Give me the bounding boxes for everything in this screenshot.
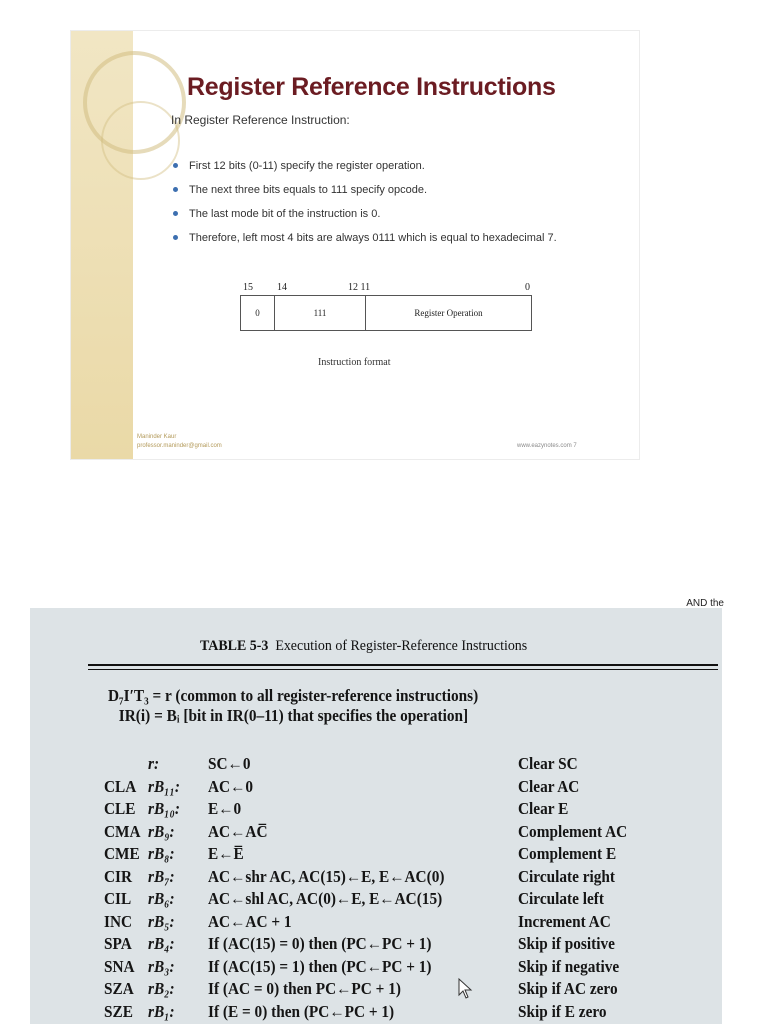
slide xyxy=(70,30,640,460)
instruction-mnemonic: SZE xyxy=(104,1001,133,1021)
table-row xyxy=(104,844,724,867)
table-row xyxy=(104,1002,724,1024)
instruction-operation: AC←0 xyxy=(208,776,254,796)
instruction-format-box xyxy=(240,295,532,331)
table-rule-top xyxy=(88,664,718,666)
footer-author-email: professor.maninder@gmail.com xyxy=(137,443,222,449)
slide-title: Register Reference Instructions xyxy=(187,73,556,101)
instruction-description: Clear SC xyxy=(518,754,578,773)
slide-intro: In Register Reference Instruction: xyxy=(171,113,350,127)
table-label: TABLE 5-3 xyxy=(200,638,269,654)
instruction-condition: rB₉: xyxy=(148,821,175,841)
bit-label-15: 15 xyxy=(243,282,253,293)
instruction-description: Clear AC xyxy=(518,776,580,796)
instruction-operation: AC←AC̅ xyxy=(208,821,268,841)
instruction-description: Circulate left xyxy=(518,889,604,908)
decorative-ring-inner xyxy=(101,101,180,180)
instruction-description: Skip if negative xyxy=(518,956,620,976)
table-row xyxy=(104,799,724,822)
instruction-condition: rB₃: xyxy=(148,956,175,976)
instruction-mnemonic: INC xyxy=(104,911,133,931)
table-row xyxy=(104,822,724,845)
instruction-condition: rB₈: xyxy=(148,844,175,863)
instruction-condition: rB₁₁: xyxy=(148,776,180,796)
table-intro-line-1: D₇I′T₃ = r (common to all register-reference instructions) xyxy=(108,686,479,705)
instruction-description: Complement AC xyxy=(518,821,628,841)
instruction-condition: rB₆: xyxy=(148,889,175,908)
table-title xyxy=(200,638,527,655)
bit-label-14: 14 xyxy=(277,282,287,293)
instruction-description: Skip if E zero xyxy=(518,1001,607,1021)
instruction-condition: r: xyxy=(148,754,160,773)
instruction-description: Circulate right xyxy=(518,866,616,886)
table-row xyxy=(104,889,724,912)
instruction-operation: AC←shl AC, AC(0)←E, E←AC(15) xyxy=(208,889,443,908)
instruction-mnemonic: CLA xyxy=(104,776,137,796)
table-rule-bottom xyxy=(88,669,718,670)
instruction-mnemonic: SZA xyxy=(104,979,134,998)
table-row xyxy=(104,912,724,935)
textbook-photo xyxy=(30,598,724,1024)
slide-footer-site: www.eazynotes.com 7 xyxy=(517,443,577,449)
bullet-item: The next three bits equals to 111 specify opcode. xyxy=(171,183,591,198)
mouse-pointer-icon xyxy=(458,978,474,1000)
instruction-description: Complement E xyxy=(518,844,617,863)
table-intro xyxy=(108,686,478,726)
table-row xyxy=(104,979,724,1002)
slide-footer-author xyxy=(137,433,222,451)
instruction-mnemonic: CIL xyxy=(104,889,132,908)
instruction-mnemonic: CMA xyxy=(104,821,141,841)
instruction-operation: AC←shr AC, AC(15)←E, E←AC(0) xyxy=(208,866,445,886)
instruction-operation: If (AC = 0) then PC←PC + 1) xyxy=(208,979,401,998)
instruction-mnemonic: SPA xyxy=(104,934,132,953)
bit-label-0: 0 xyxy=(525,282,530,293)
bullet-list xyxy=(171,159,591,255)
instruction-mnemonic: CME xyxy=(104,844,140,863)
table-intro-line-2: IR(i) = Bᵢ [bit in IR(0–11) that specifies the operation] xyxy=(118,706,469,725)
instruction-rows xyxy=(104,754,724,1024)
instruction-description: Skip if AC zero xyxy=(518,979,618,998)
instruction-condition: rB₁₀: xyxy=(148,799,180,818)
instruction-condition: rB₅: xyxy=(148,911,175,931)
bullet-item: The last mode bit of the instruction is 0. xyxy=(171,207,591,222)
table-row xyxy=(104,777,724,800)
instruction-operation: E←0 xyxy=(208,799,242,818)
instruction-operation: If (AC(15) = 0) then (PC←PC + 1) xyxy=(208,934,432,953)
format-caption: Instruction format xyxy=(318,357,391,368)
instruction-operation: AC←AC + 1 xyxy=(208,911,292,931)
bullet-item: Therefore, left most 4 bits are always 0111 which is equal to hexadecimal 7. xyxy=(171,231,591,246)
instruction-mnemonic: CIR xyxy=(104,866,133,886)
table-row xyxy=(104,957,724,980)
footer-author-name: Maninder Kaur xyxy=(137,434,177,440)
instruction-operation: SC←0 xyxy=(208,754,251,773)
instruction-mnemonic: CLE xyxy=(104,799,136,818)
instruction-condition: rB₁: xyxy=(148,1001,175,1021)
bit-label-12-11: 12 11 xyxy=(348,282,371,293)
instruction-condition: rB₇: xyxy=(148,866,175,886)
instruction-operation: E←E̅ xyxy=(208,844,244,863)
table-row xyxy=(104,934,724,957)
format-cell-opcode: 111 xyxy=(275,296,366,330)
instruction-operation: If (AC(15) = 1) then (PC←PC + 1) xyxy=(208,956,432,976)
format-cell-mode: 0 xyxy=(241,296,275,330)
instruction-description: Skip if positive xyxy=(518,934,615,953)
instruction-mnemonic: SNA xyxy=(104,956,135,976)
clipped-heading-text: AND the xyxy=(686,598,724,609)
bit-position-labels xyxy=(243,282,533,296)
instruction-description: Increment AC xyxy=(518,911,611,931)
instruction-operation: If (E = 0) then (PC←PC + 1) xyxy=(208,1001,395,1021)
table-caption: Execution of Register-Reference Instructions xyxy=(275,638,528,654)
instruction-condition: rB₂: xyxy=(148,979,175,998)
bullet-item: First 12 bits (0-11) specify the register operation. xyxy=(171,159,591,174)
instruction-condition: rB₄: xyxy=(148,934,175,953)
instruction-description: Clear E xyxy=(518,799,569,818)
table-row xyxy=(104,754,724,777)
format-cell-register-operation: Register Operation xyxy=(414,308,483,318)
table-row xyxy=(104,867,724,890)
